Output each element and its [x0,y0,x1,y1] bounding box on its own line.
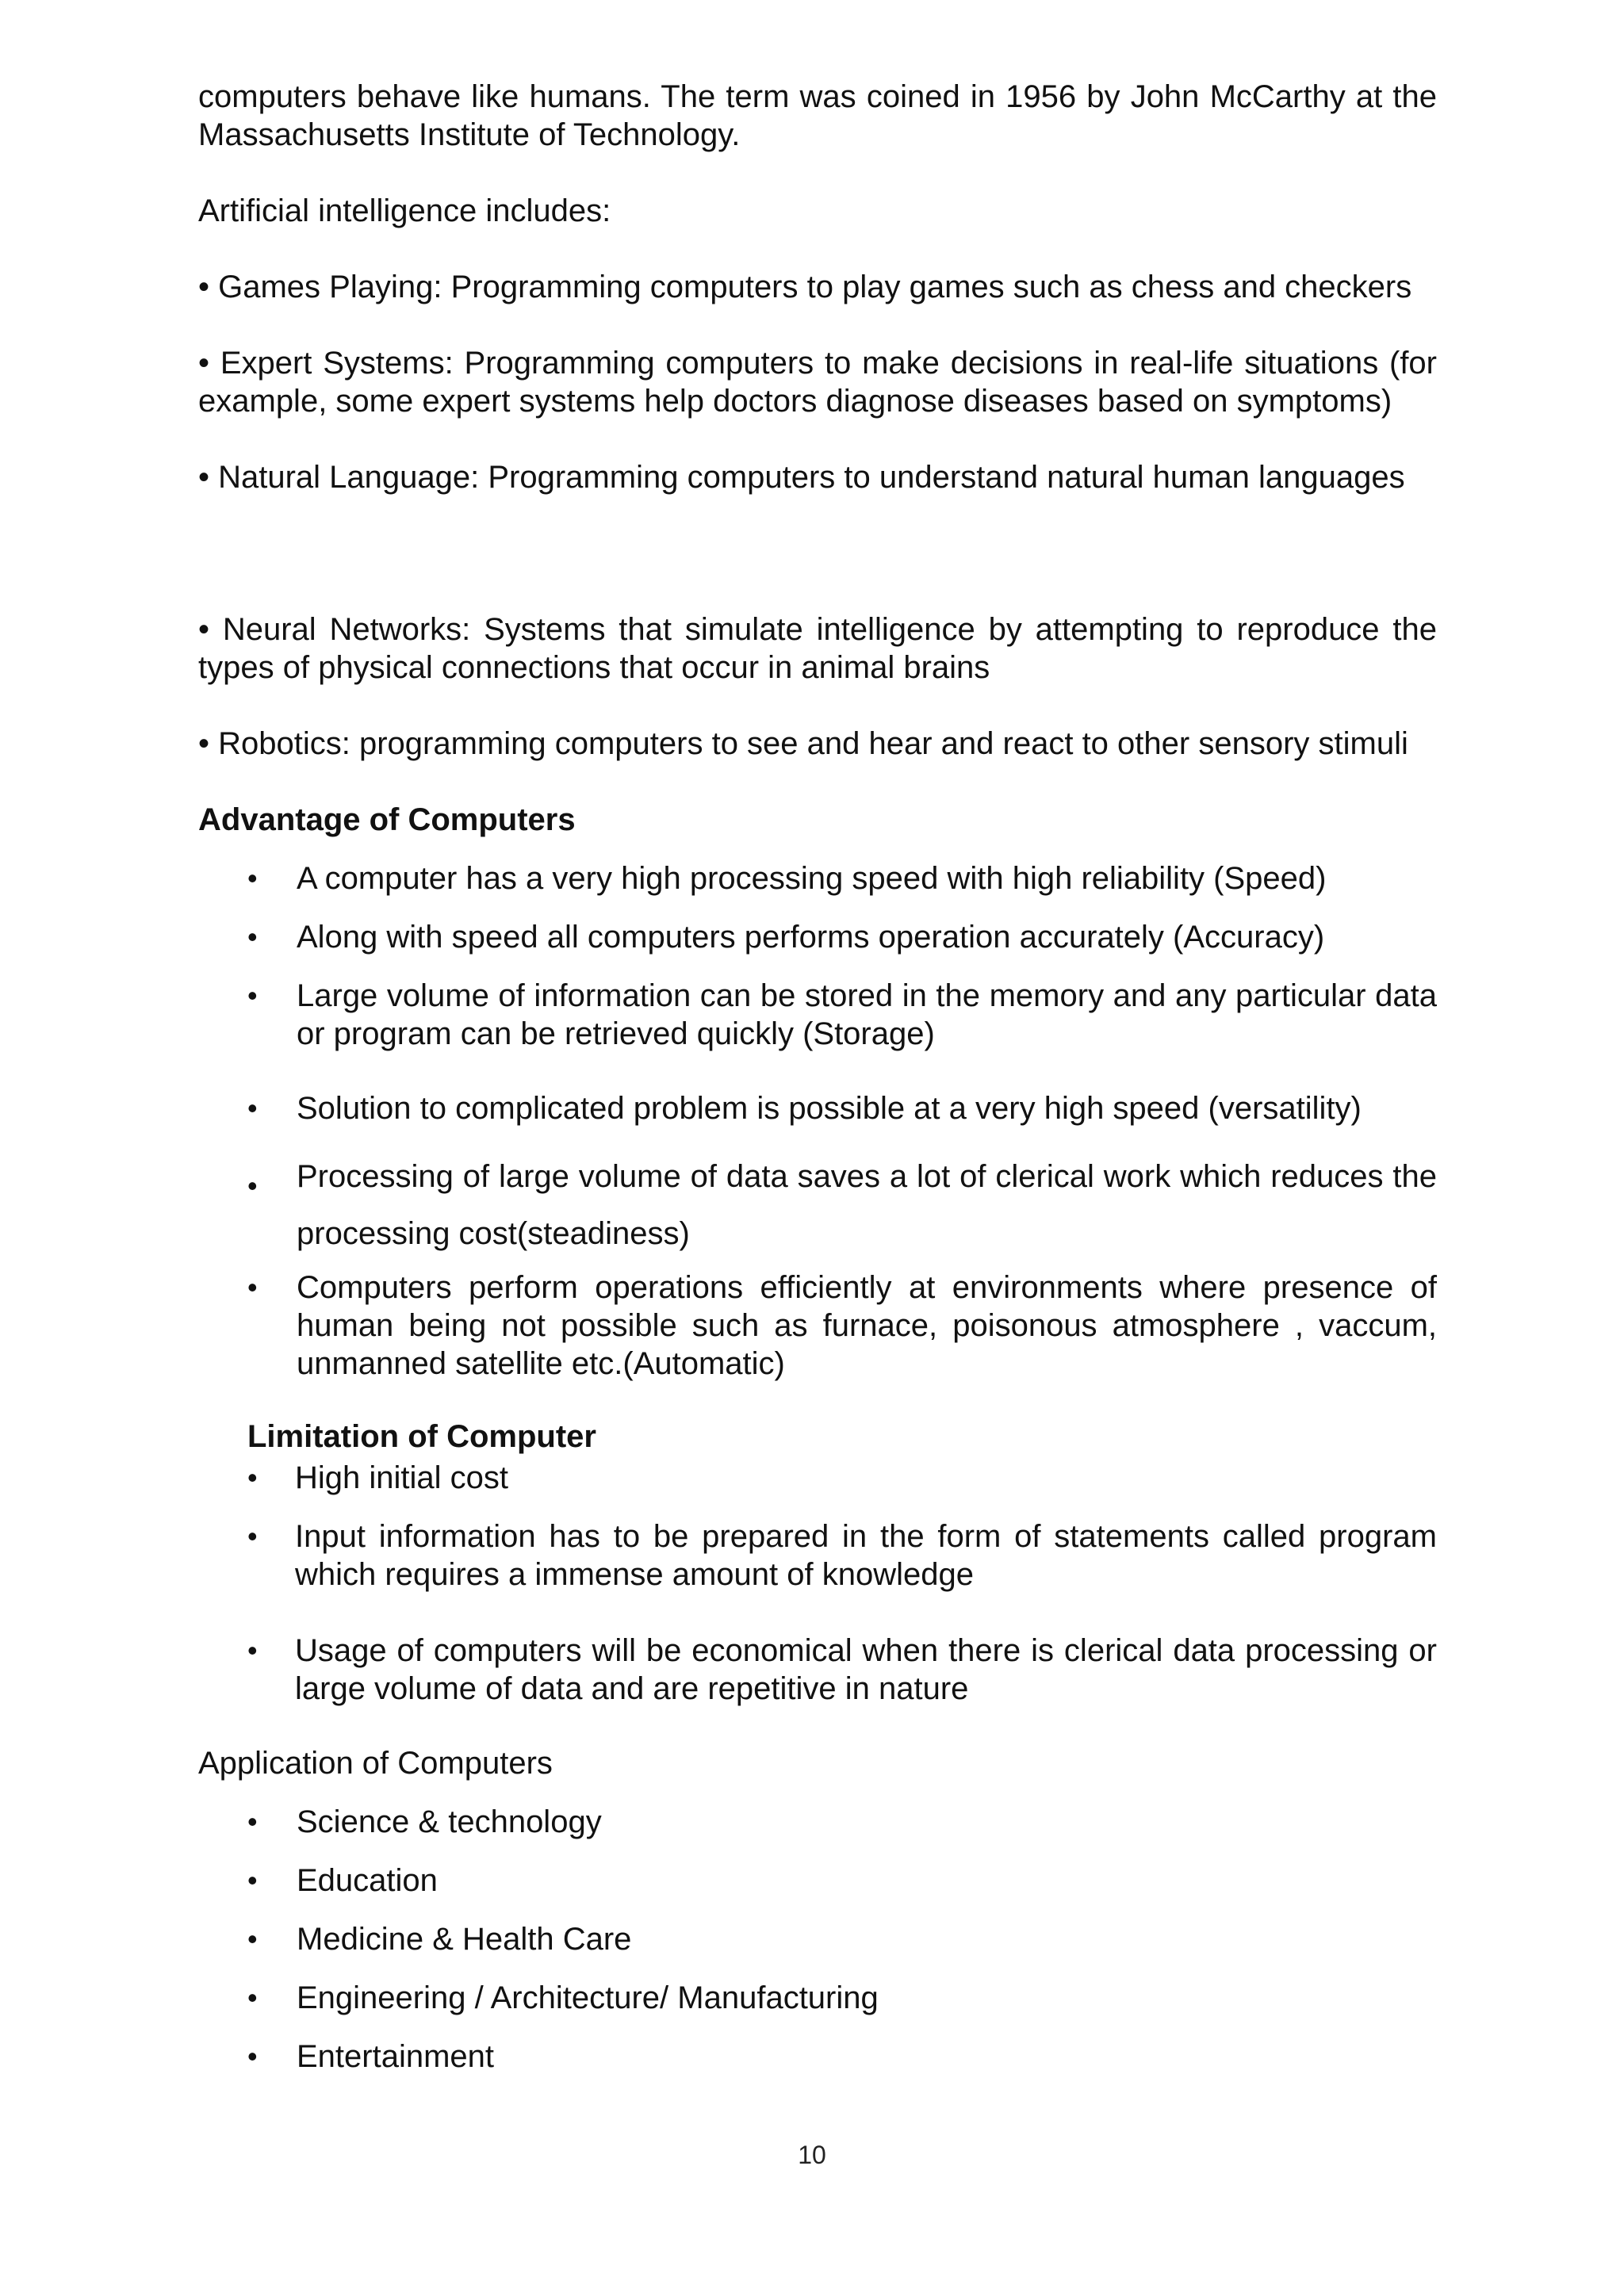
application-engineering: Engineering / Architecture/ Manufacturing [297,1980,879,2015]
page-number: 10 [798,2141,826,2169]
bullet-icon: • [247,1461,258,1494]
list-item [198,1632,1437,1708]
application-science: Science & technology [297,1804,602,1839]
limitation-economical: Usage of computers will be economical when there is clerical data processing or large volume of data and are repetitive in nature [295,1633,1437,1706]
ai-item-neural-networks: • Neural Networks: Systems that simulate intelligence by attempting to reproduce the types of physical connections that occur in animal brains [198,612,1437,685]
list-item [198,1920,1437,1958]
application-entertainment: Entertainment [297,2039,495,2074]
bullet-icon: • [247,1092,258,1124]
bullet-icon: • [247,1634,258,1667]
list-item [198,1517,1437,1594]
bullet-icon: • [247,1271,258,1303]
intro-paragraph: computers behave like humans. The term was coined in 1956 by John McCarthy at the Massachusetts Institute of Technology. [198,79,1437,152]
list-item [198,1269,1437,1383]
list-item [198,1148,1437,1262]
ai-intro-line: Artificial intelligence includes: [198,193,611,228]
list-item [198,1089,1437,1127]
advantage-storage: Large volume of information can be stored in the memory and any particular data or program can be retrieved quickly (Storage) [297,978,1437,1051]
applications-list [198,1803,1437,2076]
bullet-icon: • [247,1169,258,1202]
advantage-steadiness: Processing of large volume of data saves a lot of clerical work which reduces the processing cost(steadiness) [297,1159,1437,1251]
document-page [198,78,1437,2076]
advantage-speed: A computer has a very high processing speed with high reliability (Speed) [297,861,1327,896]
list-item [198,1862,1437,1900]
list-item [198,1803,1437,1841]
ai-item-natural-language: • Natural Language: Programming computers to understand natural human languages [198,460,1405,495]
bullet-icon: • [247,2040,258,2072]
applications-heading: Application of Computers [198,1746,553,1781]
bullet-icon: • [247,1864,258,1896]
bullet-icon: • [247,979,258,1012]
bullet-icon: • [247,1805,258,1838]
bullet-icon: • [247,862,258,894]
bullet-icon: • [247,920,258,953]
application-medicine: Medicine & Health Care [297,1922,632,1957]
limitations-list [198,1459,1437,1708]
ai-item-robotics: • Robotics: programming computers to see and hear and react to other sensory stimuli [198,726,1408,761]
advantages-list [198,859,1437,1383]
advantage-accuracy: Along with speed all computers performs operation accurately (Accuracy) [297,920,1325,955]
list-item [198,918,1437,956]
list-item [198,977,1437,1053]
bullet-icon: • [247,1520,258,1552]
application-education: Education [297,1863,438,1898]
advantage-automatic: Computers perform operations efficiently at environments where presence of human being not possible such as furnace, poisonous atmosphere , vaccum, unmanned satellite etc.(Automatic) [297,1270,1437,1381]
bullet-icon: • [247,1923,258,1955]
advantages-heading: Advantage of Computers [198,802,576,837]
list-item [198,1979,1437,2017]
limitation-knowledge: Input information has to be prepared in the form of statements called program which requires a immense amount of knowledge [295,1519,1437,1592]
list-item [198,2038,1437,2076]
ai-item-games: • Games Playing: Programming computers to play games such as chess and checkers [198,270,1412,304]
limitations-heading: Limitation of Computer [247,1419,596,1454]
list-item [198,1459,1437,1497]
ai-item-expert-systems: • Expert Systems: Programming computers to make decisions in real-life situations (for example, some expert systems help doctors diagnose diseases based on symptoms) [198,346,1437,419]
bullet-icon: • [247,1981,258,2014]
list-item [198,859,1437,897]
limitation-cost: High initial cost [295,1460,509,1495]
advantage-versatility: Solution to complicated problem is possible at a very high speed (versatility) [297,1091,1362,1126]
